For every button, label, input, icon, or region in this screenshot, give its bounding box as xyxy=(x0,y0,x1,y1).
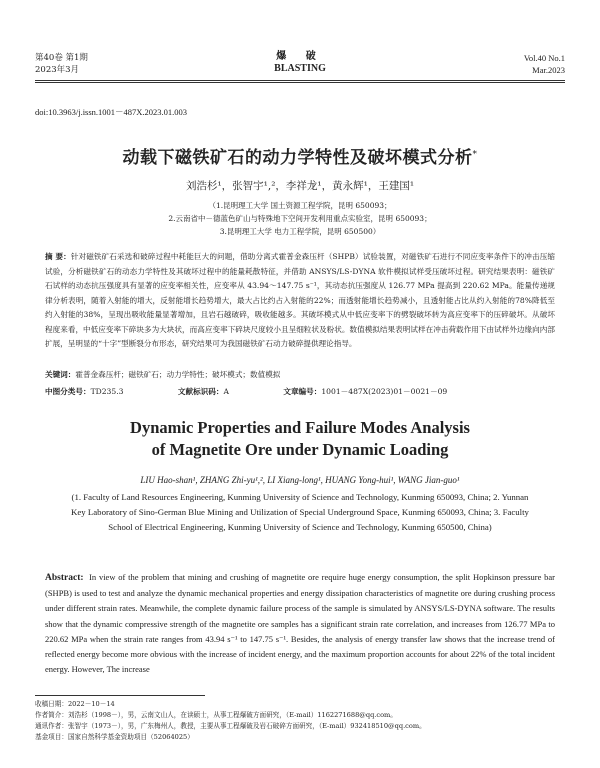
article-no-label: 文章编号： xyxy=(283,387,322,396)
title-footnote-mark: * xyxy=(472,149,478,160)
footnote xyxy=(35,699,565,743)
footnote-rule xyxy=(35,695,205,696)
header-rule-top xyxy=(35,80,565,81)
abstract-text-en: In view of the problem that mining and crushing of magnetite ore require huge energy consumption, the split Hopkinson pressure bar (SHPB) is used to test and analyze the dynamic mechanical properties and energy dissipation characteristics of magnetite ore during crushing process under different strain rates. Meanwhile, the complete dynamic failure process of the sample is simulated by ANSYS/LS-DYNA software. The results show that the dynamic compressive strength of the magnetite ore samples has a significant strain rate correlation, and increases from 126.77 MPa to 220.62 MPa when the strain rate ranges from 43.94 s⁻¹ to 147.75 s⁻¹. Besides, the analysis of energy transfer law shows that the increase trend of reflected energy become more obvious with the increase of incident energy, and the maximum proportion accounts for about 22% of the total incident energy. However, The increase xyxy=(45,572,555,675)
header-rule-bottom xyxy=(35,82,565,83)
volume-issue: 第40卷 第1期 xyxy=(35,53,88,63)
doc-code-label: 文献标识码： xyxy=(177,387,224,396)
abstract-cn xyxy=(45,250,555,352)
affiliation-line: 3.昆明理工大学 电力工程学院，昆明 650500） xyxy=(219,227,381,236)
corresponding-author: 通讯作者：张智宇（1973－），男，广东梅州人，教授，主要从事工程爆破及岩石破碎方面研究，（E-mail）932418510@qq.com。 xyxy=(35,722,426,730)
abstract-en xyxy=(45,570,555,677)
title-text-cn: 动载下磁铁矿石的动力学特性及破坏模式分析 xyxy=(122,148,473,168)
title-line-en: of Magnetite Ore under Dynamic Loading xyxy=(151,440,449,459)
keywords-label: 关键词： xyxy=(45,370,76,379)
journal-name xyxy=(0,51,600,75)
publish-date-en: Mar.2023 xyxy=(532,65,565,75)
fund-info: 基金项目：国家自然科学基金资助项目（52064025） xyxy=(35,733,194,741)
cls-value: TD235.3 xyxy=(90,387,124,396)
keywords-cn xyxy=(45,368,555,381)
affiliation-line: （1.昆明理工大学 国土资源工程学院，昆明 650093； xyxy=(208,201,392,210)
article-title-cn xyxy=(0,143,600,168)
doi: doi:10.3963/j.issn.1001－487X.2023.01.003 xyxy=(35,107,188,117)
abstract-text-cn: 针对磁铁矿石采选和破碎过程中耗能巨大的问题，借助分离式霍普金森压杆（SHPB）试验装置，对磁铁矿石进行不同应变率条件下的冲击压缩试验，分析磁铁矿石的动态力学特性及其破坏过程中的能量耗散特征，并借助 ANSYS/LS-DYNA 软件模拟试样受压破坏过程。研究结果表明：磁铁矿石试样的动态抗压强度具有显著的应变率相关性，应变率从 43.94～147.75 s⁻¹，其动态抗压强度从 126.77 MPa 提高到 220.62 MPa。能量传递规律分析表明，随着入射能的增大，反射能增长趋势增大，最大占比约占入射能的22%；而透射能增长趋势减小，且透射能占比从约入射能的78%降低至约入射能的38%，呈现出吸收能量显著增加，且岩石越破碎，吸收能越多。其破坏模式从中低应变率下的劈裂破坏转为高应变率下的压碎破坏。从破坏程度来看，中低应变率下碎块多为大块状，而高应变率下碎块尺度较小且呈细粒状及粉状。数值模拟结果表明试样在冲击荷载作用下由试样外边缘向内部扩展，呈明显的“十字”型断裂分布形态，研究结果可为我国磁铁矿石动力破碎提供理论指导。 xyxy=(45,252,555,348)
cls-label: 中图分类号： xyxy=(45,387,91,396)
title-line-en: Dynamic Properties and Failure Modes Analysis xyxy=(130,418,470,437)
article-no-value: 1001－487X(2023)01－0021－09 xyxy=(321,387,448,396)
author-intro: 作者简介：刘浩杉（1998－），男，云南文山人，在读硕士，从事工程爆破方面研究，（E-mail）1162271688@qq.com。 xyxy=(35,711,397,719)
authors-cn: 刘浩杉¹，张智宇¹,²，李祥龙¹，黄永辉¹，王建国¹ xyxy=(185,180,415,192)
classification-line xyxy=(45,385,565,398)
affiliations-cn xyxy=(0,199,600,238)
authors-en: LIU Hao-shan¹, ZHANG Zhi-yu¹,², LI Xiang-long¹, HUANG Yong-hui¹, WANG Jian-guo¹ xyxy=(140,475,460,485)
journal-name-cn: 爆 破 xyxy=(276,51,324,62)
affiliations-en: (1. Faculty of Land Resources Engineering, Kunming University of Science and Technology, Kunming 650093, China; 2. Yunnan Key Laboratory of Sino-German Blue Mining and Utilization of Special Underground Space, Kunming 650093, China; 3. Faculty School of Electrical Engineering, Kunming University of Science and Technology, Kunming 650500, China) xyxy=(71,492,529,532)
doc-code-value: A xyxy=(223,387,229,396)
received-date: 收稿日期：2022－10－14 xyxy=(35,700,115,708)
abstract-label-cn: 摘 要： xyxy=(45,252,71,261)
affiliation-line: 2.云南省中－德蓝色矿山与特殊地下空间开发利用重点实验室，昆明 650093； xyxy=(168,214,432,223)
abstract-label-en: Abstract: xyxy=(45,573,84,583)
publish-date: 2023年3月 xyxy=(35,65,80,75)
issue-info-en xyxy=(524,52,565,76)
article-title-en xyxy=(0,417,600,461)
journal-name-en: BLASTING xyxy=(274,63,326,74)
volume-issue-en: Vol.40 No.1 xyxy=(523,53,565,63)
keywords-text: 霍普金森压杆；磁铁矿石；动力学特性；破坏模式；数值模拟 xyxy=(75,370,281,379)
